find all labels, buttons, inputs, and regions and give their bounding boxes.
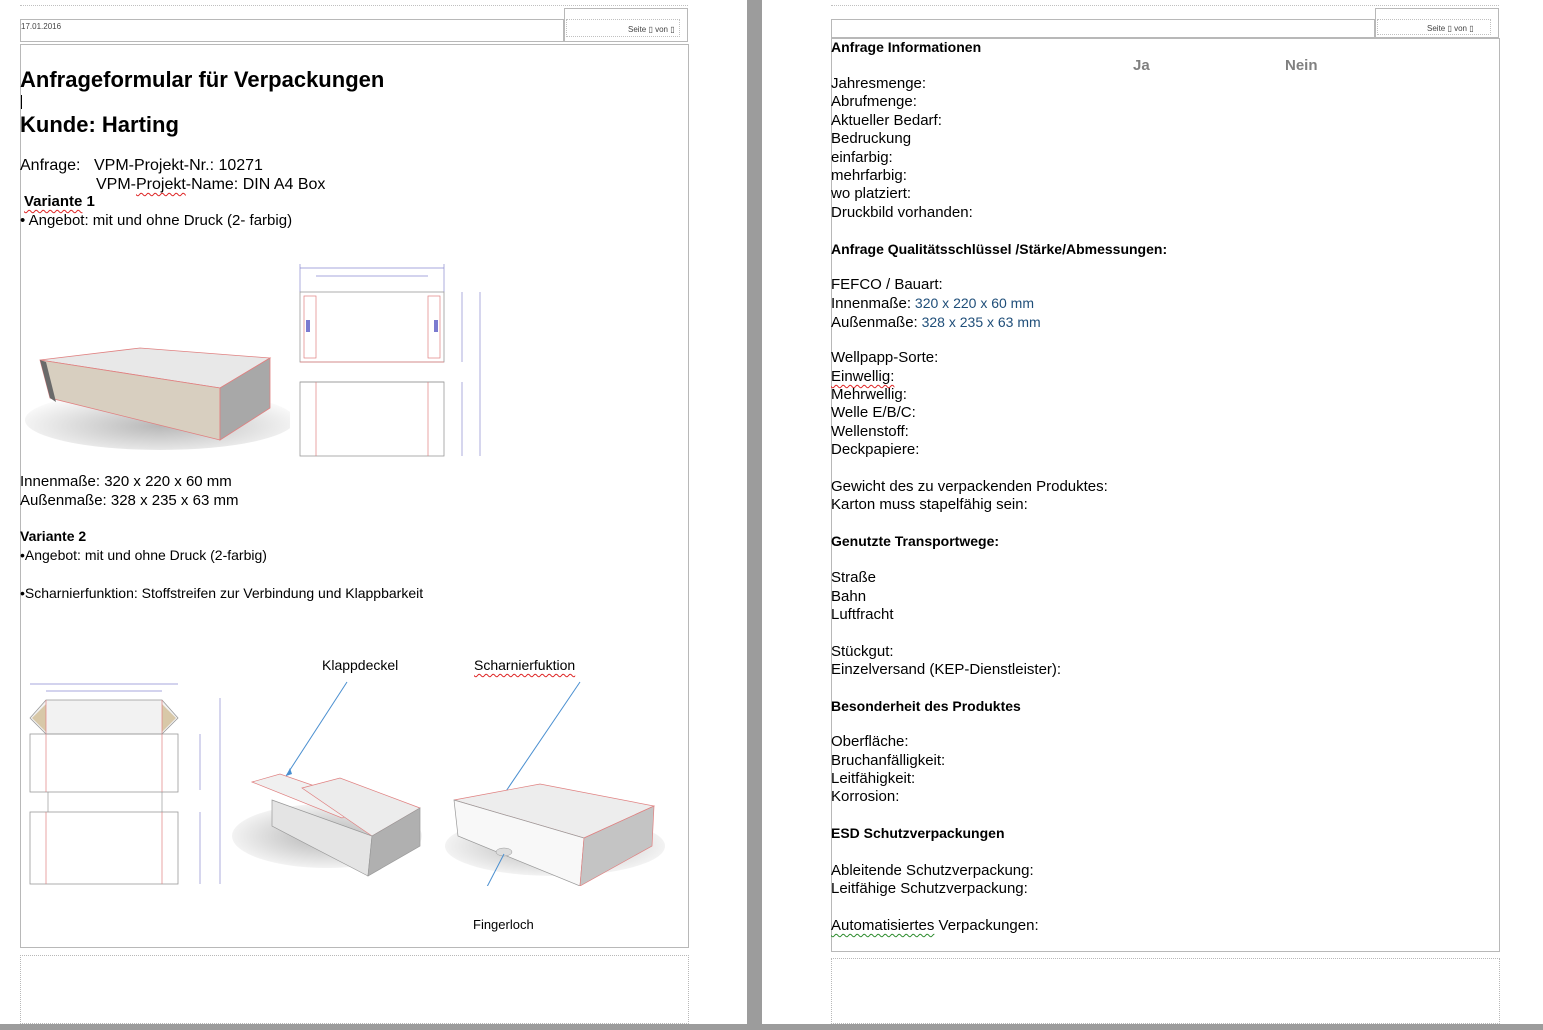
- wellpapp-line: Wellenstoff:: [831, 423, 909, 440]
- info-line: Aktueller Bedarf:: [831, 112, 942, 129]
- box-3d-image: [20, 340, 290, 455]
- box-technical-drawing: [296, 262, 486, 458]
- info-line: Abrufmenge:: [831, 93, 917, 110]
- innenmasse-value: 320 x 220 x 60 mm: [911, 295, 1034, 311]
- einzelversand-line: Einzelversand (KEP-Dienstleister):: [831, 661, 1062, 678]
- projekt-nr: VPM-Projekt-Nr.: 10271: [94, 157, 263, 174]
- p2-header-top-line: [831, 5, 1499, 6]
- footer-frame: [20, 955, 689, 1024]
- variante-1-angebot: • Angebot: mit und ohne Druck (2- farbig): [20, 212, 293, 229]
- section-besonderheit: Besonderheit des Produktes: [831, 698, 1021, 714]
- projekt-name-suffix: -Name: DIN A4 Box: [185, 176, 326, 193]
- wellpapp-line: Welle E/B/C:: [831, 404, 916, 421]
- document-page-1: [0, 0, 747, 1024]
- variante-2-angebot: •Angebot: mit und ohne Druck (2-farbig): [20, 547, 267, 563]
- closed-box-image: [440, 676, 670, 886]
- variante-1-aussenmasse: Außenmaße: 328 x 235 x 63 mm: [20, 492, 239, 509]
- esd-line: Leitfähige Schutzverpackung:: [831, 880, 1028, 897]
- innenmasse-label: Innenmaße:: [831, 295, 912, 312]
- p2-footer-frame: [831, 958, 1500, 1024]
- stapel-line: Karton muss stapelfähig sein:: [831, 496, 1028, 513]
- header-box: [20, 19, 564, 42]
- section-anfrage-informationen: Anfrage Informationen: [831, 39, 982, 55]
- projekt-name: [96, 176, 325, 194]
- besonder-line: Korrosion:: [831, 788, 900, 805]
- info-line: wo platziert:: [831, 185, 912, 202]
- info-line: Jahresmenge:: [831, 75, 927, 92]
- page-gutter: [747, 0, 762, 1030]
- automatisiertes-line: [831, 917, 1039, 935]
- column-ja: Ja: [1133, 57, 1150, 74]
- einwellig-text: Einwellig:: [831, 368, 895, 385]
- projekt-name-prefix: VPM-: [96, 176, 136, 193]
- automatisiertes-rest: Verpackungen:: [934, 917, 1039, 934]
- column-nein: Nein: [1285, 57, 1318, 74]
- window-bottom-strip: [0, 1024, 1543, 1030]
- header-top-line: [20, 5, 688, 6]
- aussenmasse-label: Außenmaße:: [831, 314, 918, 331]
- automatisiertes-word: Automatisiertes: [831, 917, 935, 934]
- variante-1-innenmasse: Innenmaße: 320 x 220 x 60 mm: [20, 473, 232, 490]
- label-scharnierfuktion-text: Scharnierfuktion: [474, 657, 576, 673]
- header-page-number: Seite ▯ von ▯: [628, 25, 675, 34]
- aussenmasse-line: [831, 313, 1041, 332]
- esd-line: Ableitende Schutzverpackung:: [831, 862, 1034, 879]
- variante-1-number: 1: [82, 193, 95, 210]
- variante-2-heading: Variante 2: [20, 528, 87, 544]
- customer-name: Harting: [101, 112, 179, 137]
- info-line: Bedruckung: [831, 130, 912, 147]
- info-line: mehrfarbig:: [831, 167, 907, 184]
- variante-2-technical-drawing: [24, 678, 229, 888]
- label-fingerloch: Fingerloch: [473, 917, 534, 932]
- variante-1-word: Variante: [24, 193, 83, 210]
- besonder-line: Leitfähigkeit:: [831, 770, 916, 787]
- open-box-image: [232, 676, 437, 886]
- wellpapp-line: Mehrwellig:: [831, 386, 907, 403]
- innenmasse-line: [831, 294, 1034, 313]
- transport-line: Luftfracht: [831, 606, 894, 623]
- gewicht-line: Gewicht des zu verpackenden Produktes:: [831, 478, 1108, 495]
- fefco-line: FEFCO / Bauart:: [831, 276, 943, 293]
- customer-prefix: Kunde:: [20, 112, 102, 137]
- variante-1-heading: [24, 193, 95, 211]
- info-line: einfarbig:: [831, 149, 893, 166]
- customer-heading: [20, 112, 179, 138]
- besonder-line: Oberfläche:: [831, 733, 909, 750]
- section-esd: ESD Schutzverpackungen: [831, 825, 1005, 841]
- p2-header-page-number: Seite ▯ von ▯: [1427, 24, 1474, 33]
- wellpapp-sorte: Wellpapp-Sorte:: [831, 349, 939, 366]
- info-line: Druckbild vorhanden:: [831, 204, 973, 221]
- stueckgut-line: Stückgut:: [831, 643, 894, 660]
- section-qualitaetsschluessel: Anfrage Qualitätsschlüssel /Stärke/Abmessungen:: [831, 241, 1168, 257]
- aussenmasse-value: 328 x 235 x 63 mm: [917, 314, 1041, 330]
- variante-2-scharnier: •Scharnierfunktion: Stoffstreifen zur Verbindung und Klappbarkeit: [20, 585, 424, 601]
- besonder-line: Bruchanfälligkeit:: [831, 752, 946, 769]
- label-scharnierfuktion: [474, 656, 575, 674]
- einwellig-line: [831, 368, 894, 386]
- section-transportwege: Genutzte Transportwege:: [831, 533, 1000, 549]
- label-klappdeckel: Klappdeckel: [322, 657, 399, 673]
- wellpapp-line: Deckpapiere:: [831, 441, 920, 458]
- document-page-2: [762, 0, 1543, 1024]
- projekt-name-word: Projekt: [136, 176, 186, 193]
- transport-line: Bahn: [831, 588, 867, 605]
- document-title: Anfrageformular für Verpackungen: [20, 67, 385, 92]
- header-date: 17.01.2016: [21, 22, 62, 31]
- text-cursor: [21, 95, 22, 109]
- p2-header-box: [831, 19, 1375, 38]
- transport-line: Straße: [831, 569, 877, 586]
- anfrage-label: Anfrage:: [20, 157, 81, 174]
